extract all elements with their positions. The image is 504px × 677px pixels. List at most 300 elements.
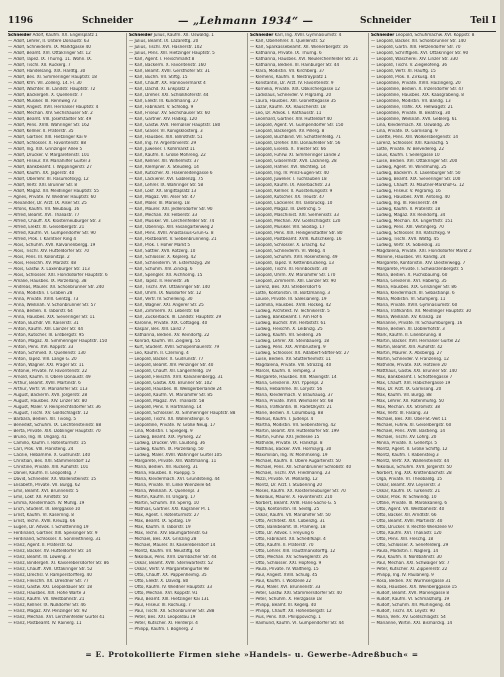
- entry-text: — Ludwig, Friseur. V. Pilgramg. 16: [371, 189, 441, 194]
- entry-text: — Peter, Schuhm. X. Herzgasse 18: [250, 597, 322, 602]
- entry-text: — Philipp, Chauff. XII. Hohenbergstr. 12: [250, 609, 332, 614]
- entry-text: — Leopold, Pens. V. Hartmanng. 14: [129, 405, 202, 410]
- entry-text: — Max, Bankbeamt. I. Schottengasse 7: [371, 375, 453, 380]
- entry-text: — Adolf, Drucker. V. Margaretenstr. 101: [8, 153, 90, 158]
- entry-text: — Paul, Kaufm. II. Nordbahnstr. 30: [371, 555, 442, 560]
- header-rule: [8, 31, 496, 32]
- entry-text: — Michael, Kaufm. II. Obere Augartenstr. 50: [250, 459, 341, 464]
- entry-text: — Leopold, Hausbes. III. Weißgerberlände 24: [129, 387, 222, 392]
- entry-text: — Max, Agent. I. Rotenturmstr. 27: [129, 513, 200, 518]
- entry-text: — Maria, Weißnäh. XV. Kranzg. 18: [371, 315, 441, 320]
- entry-text: — Otto, Drucker. V. Rechte Wienzeile 97: [371, 525, 454, 530]
- entry-text: — Karl, Gastw. XVII. Hernalser Hauptstr. 180: [129, 123, 221, 128]
- entry-text: — Karl, Mechan. XV. Felberstr. 33: [129, 213, 198, 218]
- entry-text: — Arthur, Vertr. VI. Mariahilfer Str. 113: [8, 387, 88, 392]
- entry-text: — Louise, Private. III. Salesianerg. 19: [250, 297, 327, 302]
- entry-text: — Leopold, Mechan. XIV. Goldschlagstr. 120: [250, 219, 341, 224]
- entry-text: — Max, Beamt. IX. Spitalg. 19: [129, 519, 191, 524]
- entry-text: — Philipp, Kaufm. I. Bognerg. 2: [129, 627, 194, 632]
- entry-text: — Adolf, Angest. XVII. Hernalser Hauptstr. 4: [8, 105, 99, 110]
- entry-text: — Mathilde, Private. IX. Frankhpl. 8: [250, 441, 323, 446]
- entry-text: — Otto, Lehrer. XIII. Trauttmansdorffg. 12: [250, 549, 336, 554]
- entry-text: — Marianne, Wirtin. XXI. Bismarckg. 14: [371, 621, 453, 626]
- entry-text: — Lorenz, Schlosser. XXI. Kainachg. 5: [371, 141, 449, 146]
- entry-text: — Adolf, Kellner. II. Praterstr. 35: [8, 129, 74, 134]
- entry-text: — Leopold, Bäckergeh. XV. Pillerg. 8: [250, 129, 325, 134]
- entry-text: — Ludwig, Beamt. XIX. Pyrkerg. 22: [129, 435, 201, 440]
- entry-text: — Paul, Maler. XVI. Brunnenstr. 33: [250, 585, 321, 590]
- entry-text: — Karl, Wagner. XXI. Angerer Str. 25: [129, 303, 204, 308]
- entry-text: — Karl, Tischl. XVI. Ottakringer Str. 140: [129, 285, 211, 290]
- entry-text: — Leopold, Ing. IV. Prinz-Eugen-Str. 40: [250, 171, 329, 176]
- page-edge: [500, 0, 504, 677]
- entry-text: — Antonie, Private. IV. Favoritenstr. 22: [8, 369, 88, 374]
- entry-text: — Adolf, Lehrer, II. Untere Donaustr. 63: [8, 39, 90, 44]
- entry-text: — Ludwig, Schlosser. XII. Ratschkyg. 9: [371, 231, 451, 236]
- entry-surname: Schneider: [250, 33, 274, 38]
- entry-text: — Leopoldine, Bedien. X. Inzersdorfer Str. 47: [371, 87, 464, 92]
- entry-text: — Kurt, Student. XVIII. Schopenhauerstr. 79: [129, 345, 220, 350]
- entry-text: — Leopold, Tischl. V. Ziegelofeng. 36: [371, 63, 447, 68]
- entry-text: — Ludwig, Fleischh. X. Leibnizg. 25: [250, 327, 323, 332]
- entry-text: — Adolf, Musiker. III. Rennweg 73: [8, 99, 77, 104]
- entry-text: — Franz, Magaz. XIV. Penzinger Str. 92: [8, 609, 88, 614]
- entry-text: — Ernst, Techn. XVIII. Kreuzg. 66: [8, 519, 76, 524]
- entry-text: — Leo, Kaufm. II. Czerning. 4: [129, 351, 189, 356]
- entry-text: — Nikolaus, Maurer. X. Favoritenstr. 210: [250, 495, 333, 500]
- entry-text: — Franz, Mechan. XVI. Lerchenfelder Gürtel 41: [8, 615, 105, 620]
- entry-text: — Marianne, Private. IV. Schaumburgerg. 16: [371, 321, 463, 326]
- entry-text: — Karl, Maurer. XXI. Jedlersdorfer Str. 90: [129, 207, 213, 212]
- entry-text: — Minna, Private. X. Gellertpl. 5: [371, 441, 437, 446]
- entry-text: — August, Bäckerm. XVII. Jörgerstr. 28: [8, 393, 88, 398]
- entry-text: — Alois, Schuhm. XVII. Kalvarienbergg. 19: [8, 243, 96, 248]
- entry-text: — Michael, Bes. XIII. Ober-St.-Veit 11: [371, 417, 447, 422]
- entry-text: — Peter, Gastw. XXI. Stammersdorfer Str. 40: [250, 591, 342, 596]
- entry-text: — Ludwig, Mechan. XX. Engerthstr. 151: [371, 219, 453, 224]
- entry-text: — Karl, Agent. I. Fleischmarkt 8: [129, 57, 195, 62]
- entry-text: — Alois, Gastw. X. Laxenburger Str. 113: [8, 267, 90, 272]
- entry-text: — Leopold, Uhrm. XV. Mariahilfer Str. 170: [250, 273, 336, 278]
- entry-text: — Margarete, Kontoristin. XIV. Diesterwegg. 7: [371, 261, 466, 266]
- entry-text: — Moritz, Kaufm. VII. Neustiftg. 60: [129, 549, 201, 554]
- entry-text: — Ludwig, Pens. XIII. Veitingerg. 70: [371, 225, 444, 230]
- entry-text: — Adolf, Kaufm. XX. Jägerstr. 40: [8, 171, 75, 176]
- entry-text: — Rosa, Hausbes. XIX. Weinberggasse 15: [371, 585, 457, 590]
- entry-text: — Maria, Greislerin. XVI. Haberlg. 35: [371, 279, 447, 284]
- entry-text: — Kaspar, Bes. XIII. Lainz 7: [129, 327, 186, 332]
- entry-text: — Otto, Chauff. XX. Pappenheimg. 35: [129, 573, 207, 578]
- entry-text: — Leopoldine, Private. XVIII. Haizingerg. 20: [371, 81, 461, 86]
- entry-text: — Karl, Prok. I. Hoher Markt 5: [129, 243, 191, 248]
- entry-text: — Max, Mechan. XX. Stromstr. 38: [371, 405, 441, 410]
- entry-text: — Karl, Vertr. IV. Schelleing. 30: [129, 297, 193, 302]
- entry-text: — Michael, Maurer. XI. Kaiserebersdorf 14: [129, 543, 216, 548]
- entry-text: — Leopold, Schlosser. X. Erlachg. 62: [250, 243, 326, 248]
- entry-text: — Leopold, Maschinist. XXI. Siemensstr. 33: [250, 213, 339, 218]
- entry-text: — Adolf, Schneiderm. IX. Marktgasse 40: [8, 45, 91, 50]
- entry-text: — Leopold, Bäcker. X. Gudrunstr. 77: [129, 357, 204, 362]
- entry-text: — Karl, Elektr. III. Kundmanng. 27: [129, 99, 199, 104]
- entry-text: — Karl, Postbeamt. V. Siebenbrunneng. 21: [129, 237, 217, 242]
- entry-text: — Leopold, Dreher. XXI. Donaufelder Str. 56: [250, 141, 341, 146]
- entry-text: — Ludwig, Maler. XVIII. Währinger Gürtel 105: [129, 453, 222, 458]
- entry-text: Adolf, Kaufm. XX. Engelsplatz 1: [31, 33, 98, 38]
- entry-text: — Alfons, Kaufm. VII. Neubaug. 16: [8, 207, 80, 212]
- entry-text: — Ludwig, Buchdr. XVI. Herbststr. 61: [250, 321, 326, 326]
- entry-text: — Paul, Angest. XVIII. Schulg. 45: [250, 573, 318, 578]
- entry-text: — Karl, Oberlehrer. X. Quellenstr. 52: [250, 39, 325, 44]
- entry-text: — Leopold, Tischl. XI. Rinnböckstr. 30: [250, 267, 328, 272]
- entry-text: — Norbert, Ing. XIX. Krottenbachstr. 28: [371, 471, 452, 476]
- entry-text: — Franz, Beamt. III. Löweng. 3: [8, 555, 71, 560]
- entry-text: — Anna, Modistin. I. Graben 28: [8, 291, 73, 296]
- entry-text: — Anton, Kaufm. XIII. Lainzer Str. 44: [8, 327, 84, 332]
- entry-text: — Ludwig, Pens. XIX. Armbrusterg. 9: [250, 345, 326, 350]
- entry-text: — Franz, Kaufm. VII. Westbahnstr. 21: [8, 597, 85, 602]
- entry-text: — Adolf, Tapez. IX. Thurng. 11. Wohn. IX.: [8, 57, 93, 62]
- entry-text: — Karl, Lackierer. XVI. Gablenzg. 75: [129, 177, 204, 182]
- entry-text: — Ludwig, Lehrer. XII. Steinbauerg. 18: [250, 339, 330, 344]
- entry-text: — Nikolaus, Schuhm. XVII. Jörgerstr. 50: [371, 465, 452, 470]
- entry-text: — Ludwig, Bankbeamt. I. Am Hof 6: [250, 315, 323, 320]
- entry-text: — Peter, Kutscher. XI. Herderpl. 4: [129, 621, 198, 626]
- entry-text: — Adolf, Handelsang. XIX. Hardtg. 30: [8, 69, 86, 74]
- entry-text: — August, Maler. V. Reinprechtsdorfer Str. 36: [8, 405, 101, 410]
- entry-text: — Mizzi, Private. VI. Mollardg. 12: [250, 477, 318, 482]
- entry-text: — Leopold, Schuhm. XVII. Rosensteing. 49: [250, 255, 338, 260]
- entry-text: — Ludwig, Drucker. VIII. Laudong. 36: [129, 441, 205, 446]
- entry-text: — Oskar, Kaufm. VII. Mariahilfer Str. 50: [250, 513, 331, 518]
- entry-text: — Anna, Private. XVIII. Gentzg. 73: [8, 297, 79, 302]
- entry-text: — Oskar, Kaufm. IX. Türkenstr. 21: [371, 489, 441, 494]
- entry-text: — Ludwig, Kaufm. IX. Porzellang. 50: [129, 447, 204, 452]
- entry-text: — Luise, Bedien. XV. Stutterheimstr. 11: [250, 357, 331, 362]
- entry-text: — Karl, Dreher. XXI. Schloßhoferstr. 44: [129, 93, 209, 98]
- entry-text: — Lorenz, Bes. XXI. Strebersdorf 6: [250, 285, 322, 290]
- entry-text: — Cäcilie, Hebamme. X. Gudrunstr. 140: [8, 453, 91, 458]
- entry-text: — Leo, Dr. Advok. I. Rathausstr. 11: [250, 111, 322, 116]
- entry-text: — Michael, Tischl. XV. Löhrg. 20: [371, 435, 437, 440]
- entry-text: — Karl, Lehrer. IX. Währinger Str. 58: [129, 183, 204, 188]
- entry-text: — Christian, Bes. XXI. Stammersdorf 12: [8, 459, 91, 464]
- entry-text: — Alfred, Prok. I. Kärntner Ring 4: [8, 237, 77, 242]
- entry-text: — Martin, Beamt. XIV. Hütteldorfer Str. 199: [250, 429, 339, 434]
- entry-text: — Katharina, Hausbes. XVI. Neulerchenfelder Str. 21: [250, 57, 359, 62]
- entry-text: — Leopoldine, Hausbes. XIX. Kaasgrabeng. 8: [371, 93, 464, 98]
- entry-text: — Otto, Schlosser. X. Senefelderg. 29: [371, 543, 449, 548]
- entry-text: — Leopoldine, Trafik. XX. Hellwagstr. 21: [371, 105, 454, 110]
- entry-text: — Karl, Chauff. XX. Hannovermarkt 4: [129, 81, 206, 86]
- directory-entry: [129, 627, 245, 633]
- entry-text: — Alfred, Elektr. XI. Geiselbergstr. 21: [8, 225, 85, 230]
- entry-text: — Anton, Buchdr. VII. Kaiserstr. 31: [8, 321, 79, 326]
- page-number: 1196: [8, 16, 34, 26]
- entry-text: — Maria, Trafikantin. XII. Meidlinger Hauptstr. 30: [371, 309, 472, 314]
- entry-text: — Leopold, Gastw. XXI. Brünner Str. 102: [129, 381, 212, 386]
- entry-text: — Anna, Weißnäh. V. Schönbrunner Str. 57: [8, 303, 96, 308]
- entry-text: — Michael, Bes. XIX. Grinzing 28: [129, 537, 197, 542]
- entry-text: — Maria, Bedien. XII. Ruckerg. 31: [129, 465, 198, 470]
- entry-text: — Peter, Bes. XXI. Leopoldau 19: [129, 615, 196, 620]
- entry-text: — Otto, Pens. XIII. Fleschg. 18: [371, 537, 434, 542]
- entry-text: — Lazar, Kaufm. XX. Rauscherstr. 18: [250, 105, 326, 110]
- entry-text: — Karl, Tapez. II. Heinestr. 36: [129, 279, 190, 284]
- entry-text: — Norbert, Beamt. XVIII. Hans-Sachs-G. 5: [250, 501, 337, 506]
- entry-text: — Maria, Private. XVIII. Gymnasiumstr. 60: [371, 303, 458, 308]
- entry-text: — Oskar, Prok. IV. Schwindg. 10: [371, 495, 437, 500]
- entry-text: — Franz, Fleischh. XX. Dresdner Str. 77: [8, 579, 89, 584]
- entry-text: — Otto, Beamt. XVIII. Martinstr. 40: [371, 519, 443, 524]
- entry-text: — Magdalena, Private. XXI. Floridsdorfer Markt 2: [371, 249, 472, 254]
- entry-text: — Alfred, Kaufm. VI. Gumpendorfer Str. 90: [8, 231, 96, 236]
- entry-text: — Otto, Fabrikant. XII. Schedifkapl. 4: [250, 537, 326, 542]
- entry-text: — Ludwig, Chauff. XI. Mautner-Markhof-G. 12: [371, 183, 465, 188]
- entry-text: — Michael, Fuhrw. XI. Geiselbergstr. 60: [371, 423, 452, 428]
- entry-text: — Adolf, Bäckergeh. X. Quellenstr. 7: [8, 93, 83, 98]
- entry-text: — Karl, Oberinsp. XIII. Fasangartenweg 2: [129, 225, 214, 230]
- entry-text: — Max, Techn. XIV. Baumgartenstr. 63: [129, 531, 208, 536]
- entry-text: — Adolf, Magaz. XII. Meidlinger Hauptstr. 55: [8, 189, 99, 194]
- entry-text: — Marie, Bedien. X. Columbusg. 88: [250, 411, 324, 416]
- entry-surname: Schneider: [8, 33, 32, 38]
- entry-text: — Max, Chauff. XVI. Habichergasse 19: [371, 381, 451, 386]
- entry-text: — Leopold, Zimmerm. XIII. Lainzer Str. 90: [250, 279, 336, 284]
- entry-text: — Karl, Pens. XVIII. Anastasius-Grün-G. 8: [129, 231, 214, 236]
- entry-text: — Rosa, Bedien. XV. Wurmsergasse 31: [371, 579, 451, 584]
- entry-text: — Franz, Bäcker. XV. Hütteldorfer Str. 14: [8, 549, 92, 554]
- entry-text: — Paul, Beamt. XIII. Hietzinger Kai 131: [129, 597, 209, 602]
- entry-text: — Margarete, Hausbes. XIII. Maxingstr. 14: [250, 375, 337, 380]
- entry-text: — Adolf, Schlosser. X. Favoritenstr. 88: [8, 141, 86, 146]
- entry-text: — Lisette, Pens. XIII. Wolkersbergenstr. 14: [371, 135, 458, 140]
- entry-text: — Alexander, Dr. Arzt. IX. Alser Str. 25: [8, 201, 87, 206]
- entry-text: — Lina, Private. IX. Garnisong. 9: [371, 129, 438, 134]
- entry-text: — Julius, Pens. XIII. Hietzinger Hauptstr. 5: [129, 51, 215, 56]
- column-divider: [368, 33, 369, 645]
- entry-text: — Leopold, Chauff. XII. Längenfeldg. 19: [129, 369, 211, 374]
- entry-text: — Leopold, Eisenb. X. Triester Str. 66: [250, 147, 327, 152]
- entry-text: — Leopold, Pens. XIX. Heiligenstädter Str. 80: [250, 231, 343, 236]
- entry-text: — Karl, Kellner. XII. Wilhelmstr. 37: [129, 159, 199, 164]
- entry-text: — Matthias, Bäcker. XVII. Hormayrg. 30: [250, 447, 332, 452]
- entry-text: — Leopold, Vertr. XI. Hauffg. 15: [371, 69, 436, 74]
- entry-text: — Philipp, Ing. IV. Paulanerg. 9: [371, 573, 434, 578]
- entry-text: — Lina, Modistin. I. Spiegelg. 9: [129, 429, 193, 434]
- column-2: [129, 33, 245, 641]
- part-label: Teil I: [470, 16, 496, 26]
- entry-text: — Leopold, Musiker. VIII. Skodag. 17: [250, 225, 325, 230]
- entry-text: — Adolf, Gärtner. XIII. Hietzinger Kai 9: [8, 135, 87, 140]
- entry-text: — Leopold, Postbeamt. XVIII. Kutschkerg. 16: [250, 237, 342, 242]
- entry-text: — Konstantin, Dr. Arzt. IV. Favoritenstr. 9: [250, 81, 334, 86]
- entry-text: — Adolf, Kfm. VII. Zollerg. 14. Fl. 30: [8, 81, 82, 86]
- entry-text: — Pius, Pens. XIX. Philippovichg. 1: [250, 615, 321, 620]
- entry-text: — Ludwig, Hausbes. XVIII. Antonig. 40: [371, 195, 450, 200]
- entry-text: — Ludwig, Agent. VI. Windmühlg. 25: [371, 165, 447, 170]
- entry-text: — Peter, Kutscher. XI. Zippererstr. 22: [371, 567, 448, 572]
- entry-text: — Adolf, Oberlehr. III. Rasumofskyg. 12: [8, 177, 89, 182]
- entry-text: — Martin, Beamt. XIII. Auhofstr. 42: [371, 345, 443, 350]
- entry-text: — Karl, Zimmerm. XI. Leberstr. 68: [129, 309, 200, 314]
- entry-text: — Michael, Tischl. XVI. Friedmanng. 23: [250, 471, 331, 476]
- footer-banner: = E. Protokollierte Firmen siehe »Handels- u. Gewerbe-Adreßbuch« =: [85, 650, 419, 659]
- column-divider: [126, 33, 127, 645]
- entry-text: — Olga, Private. VI. Theobaldg. 15: [371, 477, 442, 482]
- entry-text: — Maria, Bedien. X. Puchsbaumg. 60: [371, 273, 448, 278]
- entry-text: — Leopold, Beamt. XIV. Penzinger Str. 40: [129, 363, 214, 368]
- entry-text: — Adolf, Mechan. XIV. Sechshauser Str. 2: [8, 111, 93, 116]
- entry-text: — Leopold, Schlosser. XI. Simmeringer Hauptstr. 88: [129, 411, 236, 416]
- entry-text: — Adolf, Pens. XVIII. Währinger Str. 162: [8, 123, 90, 128]
- entry-text: — Andreas, Maurer. XII. Schönbrunner Str. 240: [8, 285, 105, 290]
- entry-text: — Mark, Kaufm. II. Lilienbrunng. 8: [371, 333, 442, 338]
- entry-text: — Otto, Kaufm. IV. Wiedner Hauptstr. 33: [129, 585, 212, 590]
- entry-text: — Lotte, Kontoristin. IX. Boltzmanng. 3: [250, 291, 331, 296]
- entry-text: — Leopold, Kellner. II. Ausstellungsstr. 9: [250, 189, 333, 194]
- entry-text: — Karl, Klempner. X. Steudelg. 14: [129, 165, 199, 170]
- entry-text: — Emma, Kleidermach. IV. Mühlg. 19: [8, 501, 85, 506]
- entry-text: — Martin, Maurer. X. Absbergg. 27: [371, 351, 442, 356]
- entry-text: — Leopold, Prok. II. Zirkusg. 44: [371, 75, 436, 80]
- entry-text: — Emil, Lokf. XII. Arndtstr. 50: [8, 495, 69, 500]
- directory-entry: [250, 621, 366, 627]
- entry-text: — Maria, Hausbes. XIX. Grinzinger Str. 86: [371, 285, 457, 290]
- entry-text: — Anton, Pens. XVI. Koppstr. 33: [8, 345, 74, 350]
- entry-text: — Leonhard, Gärtner. XIV. Hütteldorf 40: [250, 117, 332, 122]
- entry-text: — Kornelia, Private. XIX. Obkirchergasse 12: [250, 87, 340, 92]
- entry-text: — Leopold, Magaz. XVI. Thaliastr. 58: [129, 399, 205, 404]
- entry-text: — Karl, Juwelier. I. Kohlmarkt 11: [129, 147, 196, 152]
- entry-text: — Franz, Chauff. XVII. Ottakringer Str. 52: [8, 567, 93, 572]
- entry-text: — Oskar, Vertr. V. Margaretengürtel 98: [129, 567, 209, 572]
- entry-text: — Ferdinand, Schlosser. X. Sonnleithnerg. 31: [8, 537, 101, 542]
- entry-text: — Marie, Bedien. XI. Döblerhofstr. 3: [371, 327, 445, 332]
- entry-text: — Anton, Magaz. XI. Simmeringer Hauptstr. 150: [8, 339, 108, 344]
- entry-text: Karl, Ing. XVIII. Gymnasiumstr. 4: [273, 33, 342, 38]
- entry-text: — Karl, Gärtner. XIV. Hadikg. 120: [129, 117, 198, 122]
- entry-text: — Karl, Spengler. XII. Aichhorng. 15: [129, 273, 203, 278]
- entry-text: — Anna, Hausbes. XIX. Sieveringer Str. 11: [8, 315, 95, 320]
- entry-text: — Maria, Modistin. VI. Stumperg. 11: [371, 297, 446, 302]
- entry-text: — Otto, Architekt. XIX. Cobenzlg. 31: [250, 519, 325, 524]
- entry-text: — Ottilie, Private. III. Marokkanerg. 6: [371, 501, 447, 506]
- entry-text: — Franz, Agent. II. Praterstr. 62: [8, 543, 73, 548]
- column-divider: [247, 33, 248, 645]
- entry-text: — Karl, Kaufm. II. Große Mohreng. 22: [129, 153, 206, 158]
- entry-text: — Daniel, Kaufm. II. Leopoldsg. 7: [8, 471, 77, 476]
- entry-text: — Maria, Kleidermach. V. Bräuhausg. 37: [250, 393, 333, 398]
- entry-text: — Moritz, Kaufm. I. Rabensteig 3: [371, 453, 439, 458]
- entry-text: — Eugen, Dr. Advok. I. Schottenring 19: [8, 525, 89, 530]
- entry-text: — Otto, Dr. Advok. I. Freyung 6: [250, 531, 314, 536]
- entry-text: — Moses, Kaufm. XX. Klosterneuburger Str. 70: [250, 489, 346, 494]
- entry-text: — Paul, Tischl. XII. Schönbrunner Str. 288: [129, 609, 215, 614]
- entry-text: — Leopold, Buchbind. VII. Schottenfeldg. 71: [250, 135, 341, 140]
- entry-text: — Ferdinand, Gärtner. XIII. Speisinger Str. 9: [8, 531, 98, 536]
- entry-text: — Maria, Kleidermach. III. Sebastianpl. 6: [371, 291, 455, 296]
- entry-text: — Nikolaus, Pens. XVII. Dornbacher Str. 44: [129, 555, 217, 560]
- entry-text: — Max, Dr. Arzt. IX. Garnisong. 20: [371, 387, 442, 392]
- entry-text: — Ladislaus, Schneider. V. Pilgramg. 20: [250, 93, 332, 98]
- entry-text: — Karl, Glaser. VI. Königsklosterg. 3: [129, 129, 203, 134]
- entry-text: — David, Schneider. XX. Wallensteinstr. 15: [8, 477, 96, 482]
- directory-entry: [371, 621, 496, 627]
- entry-text: — Ludwig, Tischl. XVII. Wattg. 45: [371, 237, 439, 242]
- entry-text: — Konrad, Kaufm. VII. Zieglerg. 55: [129, 339, 201, 344]
- entry-text: — Rudolf, Schuhm. XII. Murlingeng. 44: [371, 603, 451, 608]
- column-4: [371, 33, 496, 641]
- entry-text: — Leopold, Kaufm. VI. Mariahilfer Str. 85: [129, 393, 213, 398]
- entry-text: — Ludwig, Bäckerm. X. Laxenburger Str. 50: [371, 171, 461, 176]
- entry-text: — Louis, Kaufm. I. Seilergasse 10: [371, 153, 440, 158]
- entry-text: — Elisabeth, Private. VII. Burgg. 62: [8, 483, 81, 488]
- entry-text: — Maria, Greislerin. XVI. Yppenpl. 2: [250, 381, 324, 386]
- entry-text: — Otto, Agent. VII. Westbahnstr. 40: [371, 507, 445, 512]
- entry-text: — Leopold, Fleischh. XVII. Kalvarienbergg. 31: [129, 375, 223, 380]
- entry-text: — Adolf, Ing. XIX. Grinzinger Allee 5: [8, 147, 83, 152]
- entry-text: — Leopold, Schriftgieß. XVI. Ottakringer Str. 90: [371, 51, 469, 56]
- entry-text: — Katharina, Bedien. XV. Reindorfg. 22: [129, 333, 210, 338]
- entry-text: — Ludwig, Kaufm. II. Praterstr. 18: [371, 207, 441, 212]
- entry-text: — Oskar, Beamt. XVIII. Sternwartestr. 52: [129, 561, 213, 566]
- column-3: [250, 33, 366, 641]
- entry-text: — Ludwig, Kaufm. VII. Seideng. 26: [250, 333, 322, 338]
- entry-text: — Michael, Pens. XII. Schönbrunner Schloßstr. 40: [250, 465, 352, 470]
- entry-text: — Leopold, Agent. VI. Gumpendorfer Str. 150: [250, 123, 344, 128]
- entry-text: — Julius, Tischl. XVI. Hasnerstr. 102: [129, 45, 203, 50]
- entry-text: — Klara, Modistin. VII. Kirchberg. 37: [250, 69, 325, 74]
- entry-text: — Alois, Pens. III. Kolonitzpl. 2: [8, 255, 70, 260]
- entry-text: — Maria, Private. XVIII. Weimarer Str. 68: [250, 399, 334, 404]
- entry-text: — Rudolf, Tischl. XX. Leystr. 90: [371, 609, 435, 614]
- entry-text: — Ludwig, Magaz. XV. Reindorfg. 34: [371, 213, 446, 218]
- entry-text: — Karl, Schneiderm. VI. Esterházyg. 28: [129, 261, 210, 266]
- entry-text: — Anton, Schmied. X. Quellenstr. 130: [8, 351, 86, 356]
- entry-text: — Karl, Uhrm. IX. Nußdorfer Str. 12: [129, 291, 202, 296]
- publication-title: — „Lehmann 1934“ —: [178, 15, 314, 27]
- entry-text: — Franz, Postbeamt. IV. Rainerg. 11: [8, 621, 82, 626]
- entry-text: — Ludmilla, Hausbes. XVIII. Hockeg. 42: [250, 303, 332, 308]
- entry-text: — August, Tischl. XV. Goldschlagstr. 12: [8, 411, 89, 416]
- entry-text: — Adolf, Wächter. III. Landstr. Hauptstr. 72: [8, 87, 96, 92]
- entry-text: — Maria, Hausbes. II. Rueppg. 5: [129, 471, 195, 476]
- entry-text: — Emil, Beamt. XVI. Brunnenstr. 5: [8, 489, 79, 494]
- entry-text: — Carl, Prok. VIII. Piaristeng. 24: [8, 447, 74, 452]
- entry-text: — Margarete, Private. I. Schwarzenbergstr. 5: [371, 267, 464, 272]
- entry-text: — Franz, Bindergeh. XI. Kaiserebersdorfer Str. 86: [8, 561, 110, 566]
- entry-text: — Margarete, Private. XIII. Wattmanng. 11: [129, 459, 217, 464]
- entry-text: — Bruno, Ing. III. Ungarg. 41: [8, 435, 67, 440]
- entry-text: — Ludwig, Ing. III. Reisnerstr. 49: [371, 201, 438, 206]
- entry-text: — Leopold, Gärtn. XIII. Hetzendorfer Str. 70: [371, 45, 461, 50]
- entry-text: — Franz, Hausbes. XIX. Hohe Warte 3: [8, 591, 86, 596]
- entry-text: — Arnold, Kaufm. II. Obere Donaustr. 49: [8, 375, 91, 380]
- entry-text: — Leopold, Tischl. XX. Wallensteinpl. 6: [129, 417, 209, 422]
- entry-text: — Paul, Friseur. III. Rochusg. 7: [129, 603, 191, 608]
- entry-text: — Maria, Hebamme. XI. Lorystr. 56: [250, 387, 323, 392]
- entry-text: — Karl, Magaz. VIII. Alser Str. 47: [129, 195, 196, 200]
- entry-text: — Karl, Beamt. XVIII. Gersthofer Str. 31: [129, 69, 210, 74]
- entry-text: — Otto, Kaufm. II. Praterstr. 70: [250, 543, 314, 548]
- entry-text: — Otto, Mechan. XV. Schweglerstr. 26: [250, 555, 328, 560]
- entry-text: — Anton, Tapez. VIII. Lange G. 20: [8, 357, 77, 362]
- entry-text: — Karl, Kutscher. XI. Hasenleitengasse 6: [129, 171, 213, 176]
- entry-text: — Laura, Hausbes. XIII. Gloriettegasse 35: [250, 99, 336, 104]
- entry-text: — Christine, Private. XIII. Auhofstr. 101: [8, 465, 89, 470]
- entry-text: — Leopold, Fuhrw. XI. Simmeringer Lände 2: [250, 153, 341, 158]
- entry-text: — Otto, Elektr. X. Davidg. 80: [129, 579, 189, 584]
